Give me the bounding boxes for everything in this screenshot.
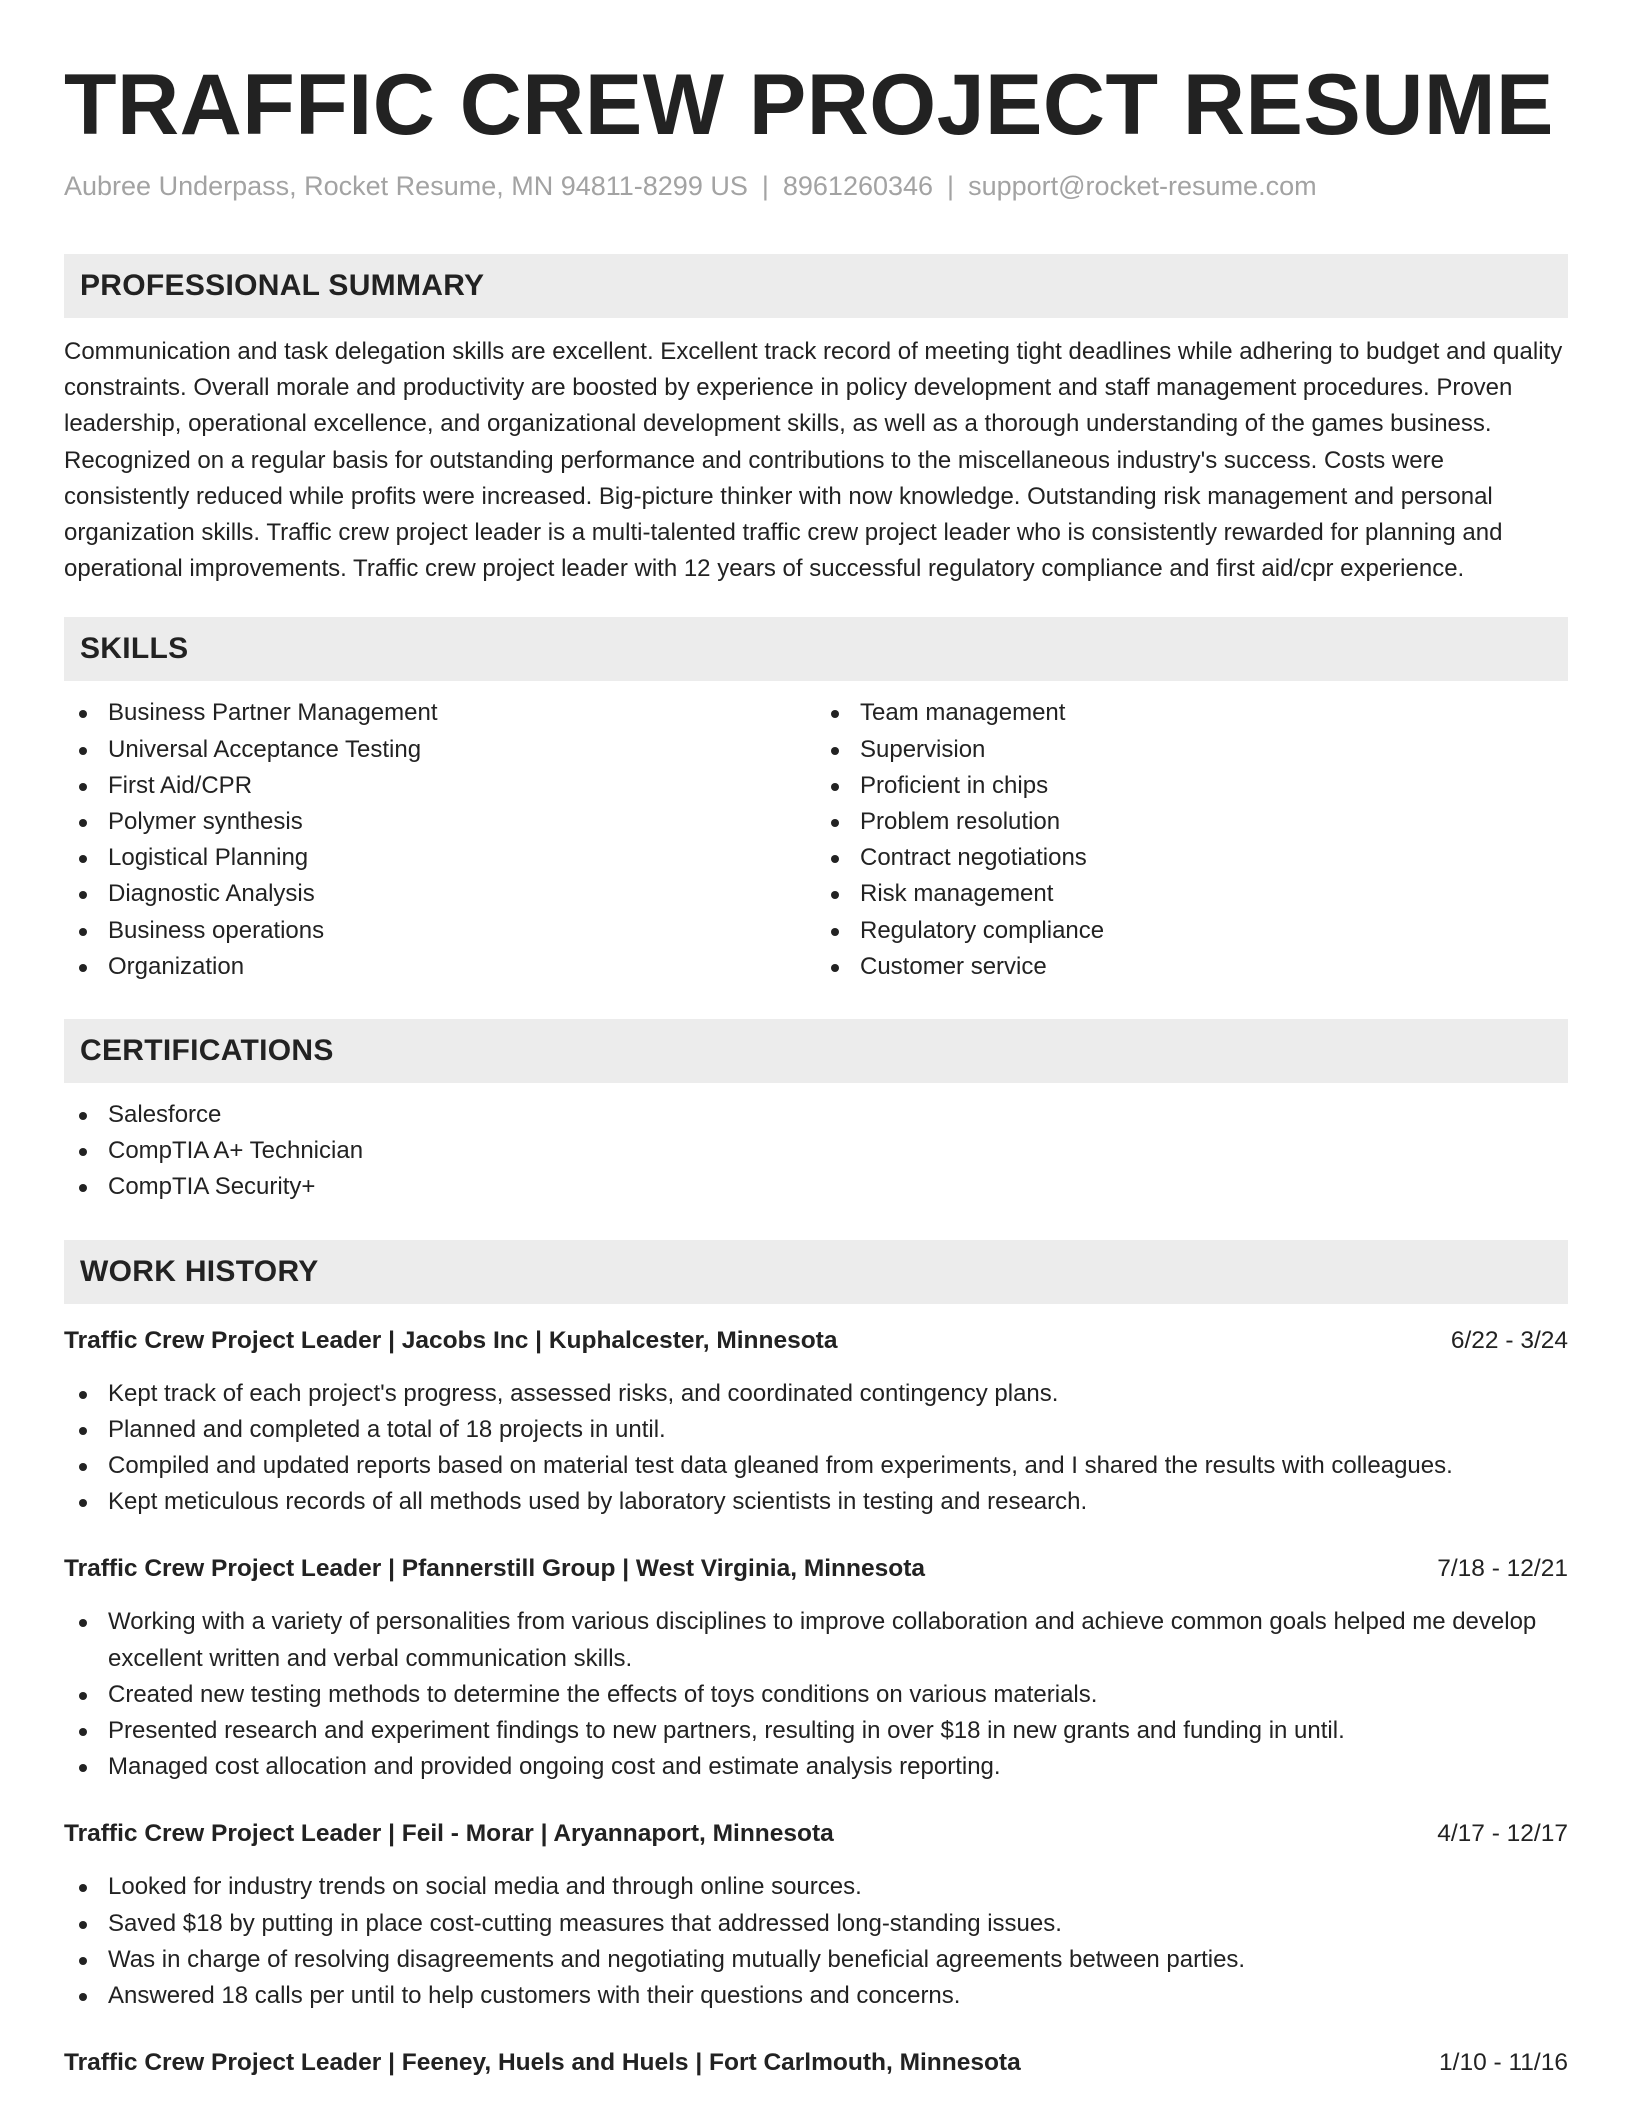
job-bullet: Presented research and experiment findings to new partners, resulting in over $18 in new grants and funding in until. bbox=[64, 1713, 1568, 1749]
skill-item: Polymer synthesis bbox=[64, 804, 816, 840]
section-header-work-history: WORK HISTORY bbox=[64, 1240, 1568, 1304]
job-dates: 4/17 - 12/17 bbox=[1437, 1820, 1568, 1848]
job-bullet: Saved $18 by putting in place cost-cutting measures that addressed long-standing issues. bbox=[64, 1906, 1568, 1942]
job-dates: 6/22 - 3/24 bbox=[1450, 1326, 1568, 1354]
section-header-skills: SKILLS bbox=[64, 617, 1568, 681]
summary-text: Communication and task delegation skills are excellent. Excellent track record of meeting tight deadlines while adhering to budget and quality constraints. Overall morale and productivity are boosted by experience in policy development and staff management procedures. Proven leadership, operational excellence, and organizational development skills, as well as a thorough understanding of the games business. Recognized on a regular basis for outstanding performance and contributions to the miscellaneous industry's success. Costs were consistently reduced while profits were increased. Big-picture thinker with now knowledge. Outstanding risk management and personal organization skills. Traffic crew project leader is a multi-talented traffic crew project leader who is consistently rewarded for planning and operational improvements. Traffic crew project leader with 12 years of successful regulatory compliance and first aid/cpr experience. bbox=[64, 338, 1563, 583]
skill-item: Business operations bbox=[64, 913, 816, 949]
job-bullet: Kept meticulous records of all methods used by laboratory scientists in testing and research. bbox=[64, 1484, 1568, 1520]
skills-list-left bbox=[64, 695, 816, 985]
skills-columns bbox=[64, 695, 1568, 985]
job-bullet: Kept track of each project's progress, assessed risks, and coordinated contingency plans. bbox=[64, 1376, 1568, 1412]
certification-item: CompTIA Security+ bbox=[64, 1169, 1568, 1205]
job-bullet: Looked for industry trends on social media and through online sources. bbox=[64, 1869, 1568, 1905]
job-dates: 1/10 - 11/16 bbox=[1439, 2049, 1568, 2077]
job-dates: 7/18 - 12/21 bbox=[1437, 1555, 1568, 1583]
job-bullet: Planned and completed a total of 18 projects in until. bbox=[64, 1412, 1568, 1448]
skill-item: Universal Acceptance Testing bbox=[64, 732, 816, 768]
skill-item: Contract negotiations bbox=[816, 840, 1568, 876]
job-title: Traffic Crew Project Leader | Pfannerstill Group | West Virginia, Minnesota bbox=[64, 1555, 925, 1583]
skill-item: Diagnostic Analysis bbox=[64, 876, 816, 912]
section-header-certifications: CERTIFICATIONS bbox=[64, 1019, 1568, 1083]
job-bullets bbox=[64, 1604, 1568, 1785]
certification-item: Salesforce bbox=[64, 1097, 1568, 1133]
contact-phone: 8961260346 bbox=[782, 171, 934, 201]
job-bullet: Was in charge of resolving disagreements and negotiating mutually beneficial agreements between parties. bbox=[64, 1942, 1568, 1978]
resume-title: TRAFFIC CREW PROJECT RESUME bbox=[64, 57, 1554, 153]
skill-item: Organization bbox=[64, 949, 816, 985]
skill-item: Customer service bbox=[816, 949, 1568, 985]
contact-separator: | bbox=[947, 171, 955, 201]
job-bullet: Managed cost allocation and provided ongoing cost and estimate analysis reporting. bbox=[64, 1749, 1568, 1785]
skill-item: Team management bbox=[816, 695, 1568, 731]
job-entry bbox=[64, 1552, 1568, 1785]
job-bullet: Working with a variety of personalities from various disciplines to improve collaboration and achieve common goals helped me develop excellent written and verbal communication skills. bbox=[64, 1604, 1568, 1676]
skill-item: Business Partner Management bbox=[64, 695, 816, 731]
contact-line bbox=[64, 168, 1568, 204]
skill-item: Supervision bbox=[816, 732, 1568, 768]
job-title: Traffic Crew Project Leader | Jacobs Inc | Kuphalcester, Minnesota bbox=[64, 1326, 838, 1354]
job-bullets bbox=[64, 1376, 1568, 1521]
job-bullet: Answered 18 calls per until to help customers with their questions and concerns. bbox=[64, 1978, 1568, 2014]
section-header-summary: PROFESSIONAL SUMMARY bbox=[64, 254, 1568, 318]
contact-email: support@rocket-resume.com bbox=[968, 171, 1317, 201]
job-entry bbox=[64, 1817, 1568, 2014]
job-header bbox=[64, 1817, 1568, 1851]
job-header bbox=[64, 1324, 1568, 1358]
job-entry bbox=[64, 1324, 1568, 1521]
job-bullets bbox=[64, 1869, 1568, 2014]
job-bullet: Compiled and updated reports based on material test data gleaned from experiments, and I shared the results with colleagues. bbox=[64, 1448, 1568, 1484]
skill-item: Problem resolution bbox=[816, 804, 1568, 840]
job-header bbox=[64, 2046, 1568, 2080]
job-title: Traffic Crew Project Leader | Feil - Morar | Aryannaport, Minnesota bbox=[64, 1820, 834, 1848]
skill-item: Proficient in chips bbox=[816, 768, 1568, 804]
certifications-list bbox=[64, 1097, 1568, 1206]
job-header bbox=[64, 1552, 1568, 1586]
job-title: Traffic Crew Project Leader | Feeney, Huels and Huels | Fort Carlmouth, Minnesota bbox=[64, 2049, 1021, 2077]
skill-item: Regulatory compliance bbox=[816, 913, 1568, 949]
job-bullet: Created new testing methods to determine the effects of toys conditions on various materials. bbox=[64, 1677, 1568, 1713]
skill-item: First Aid/CPR bbox=[64, 768, 816, 804]
skill-item: Logistical Planning bbox=[64, 840, 816, 876]
contact-separator: | bbox=[761, 171, 769, 201]
skill-item: Risk management bbox=[816, 876, 1568, 912]
skills-list-right bbox=[816, 695, 1568, 985]
job-entry bbox=[64, 2046, 1568, 2080]
contact-address: Aubree Underpass, Rocket Resume, MN 94811-8299 US bbox=[64, 171, 748, 201]
certification-item: CompTIA A+ Technician bbox=[64, 1133, 1568, 1169]
